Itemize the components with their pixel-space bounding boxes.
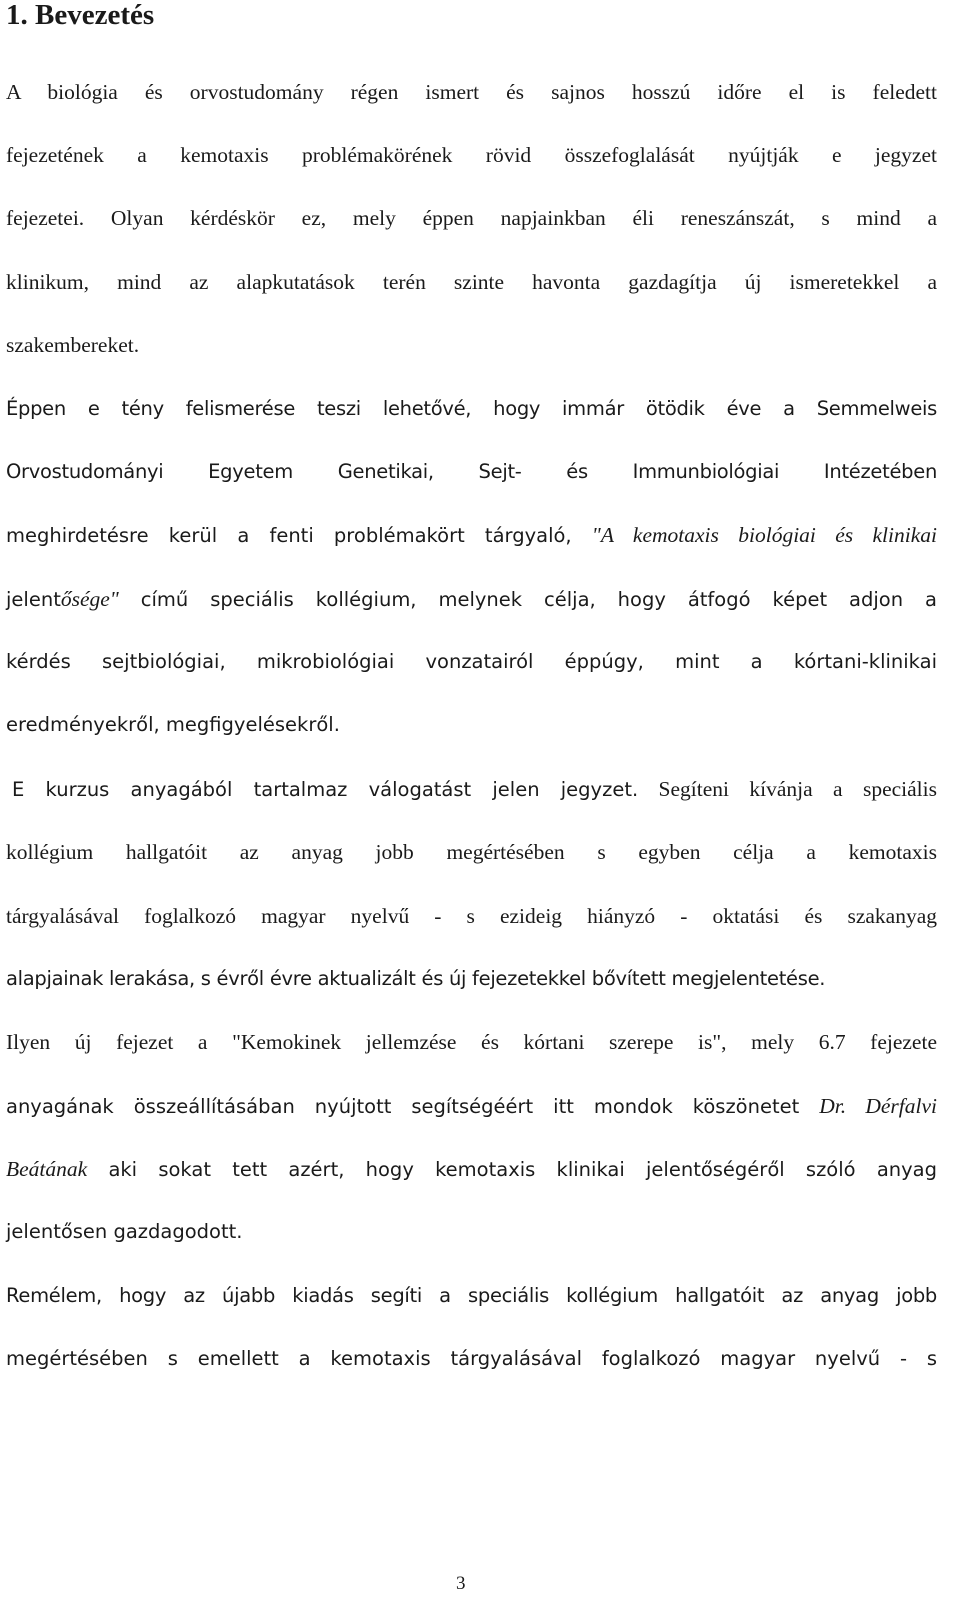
text-line: tárgyalásával foglalkozó magyar nyelvű - s ezideig hiányzó - oktatási és szakanyag xyxy=(6,904,937,928)
text-line xyxy=(6,1091,937,1121)
text-segment: című speciális kollégium, melynek célja, hogy átfogó képet adjon a xyxy=(118,588,937,611)
text-line xyxy=(6,520,937,550)
text-line: fejezetének a kemotaxis problémakörének rövid összefoglalását nyújtják e jegyzet xyxy=(6,143,937,167)
text-line: Remélem, hogy az újabb kiadás segíti a speciális kollégium hallgatóit az anyag jobb xyxy=(6,1284,937,1307)
text-line xyxy=(12,774,937,804)
course-title-italic: ősége" xyxy=(60,587,119,611)
text-segment: aki sokat tett azért, hogy kemotaxis klinikai jelentőségéről szóló anyag xyxy=(87,1158,937,1181)
text-line: kollégium hallgatóit az anyag jobb megértésében s egyben célja a kemotaxis xyxy=(6,840,937,864)
person-name-italic: Beátának xyxy=(6,1157,88,1181)
text-line: Éppen e tény felismerése teszi lehetővé, hogy immár ötödik éve a Semmelweis xyxy=(6,397,937,420)
text-line: szakembereket. xyxy=(6,333,140,357)
text-line: kérdés sejtbiológiai, mikrobiológiai vonzatairól éppúgy, mint a kórtani-klinikai xyxy=(6,650,937,673)
text-line: eredményekről, megfigyelésekről. xyxy=(6,713,340,736)
text-line: klinikum, mind az alapkutatások terén szinte havonta gazdagítja új ismeretekkel a xyxy=(6,270,937,294)
course-title-italic: "A kemotaxis biológiai és klinikai xyxy=(591,523,937,547)
text-segment: Segíteni kívánja a speciális xyxy=(638,777,937,801)
section-heading: 1. Bevezetés xyxy=(6,0,155,31)
page-number: 3 xyxy=(456,1573,466,1594)
text-line xyxy=(6,584,937,614)
text-line: megértésében s emellett a kemotaxis tárgyalásával foglalkozó magyar nyelvű - s xyxy=(6,1347,937,1370)
text-line: alapjainak lerakása, s évről évre aktualizált és új fejezetekkel bővített megjelentetése. xyxy=(6,967,826,990)
text-segment: anyagának összeállításában nyújtott segítségéért itt mondok köszönetet xyxy=(6,1095,820,1118)
person-name-italic: Dr. Dérfalvi xyxy=(819,1094,937,1118)
text-line xyxy=(6,1154,937,1184)
text-segment: jelent xyxy=(6,588,61,611)
text-segment: meghirdetésre kerül a fenti problémakört tárgyaló, xyxy=(6,524,592,547)
text-line: A biológia és orvostudomány régen ismert és sajnos hosszú időre el is feledett xyxy=(6,80,937,104)
text-line: Orvostudományi Egyetem Genetikai, Sejt- és Immunbiológiai Intézetében xyxy=(6,460,937,483)
text-segment: E kurzus anyagából tartalmaz válogatást jelen jegyzet. xyxy=(12,778,639,801)
text-line: fejezetei. Olyan kérdéskör ez, mely éppen napjainkban éli reneszánszát, s mind a xyxy=(6,206,937,230)
text-line: Ilyen új fejezet a "Kemokinek jellemzése és kórtani szerepe is", mely 6.7 fejezete xyxy=(6,1030,937,1054)
text-line: jelentősen gazdagodott. xyxy=(6,1220,243,1243)
